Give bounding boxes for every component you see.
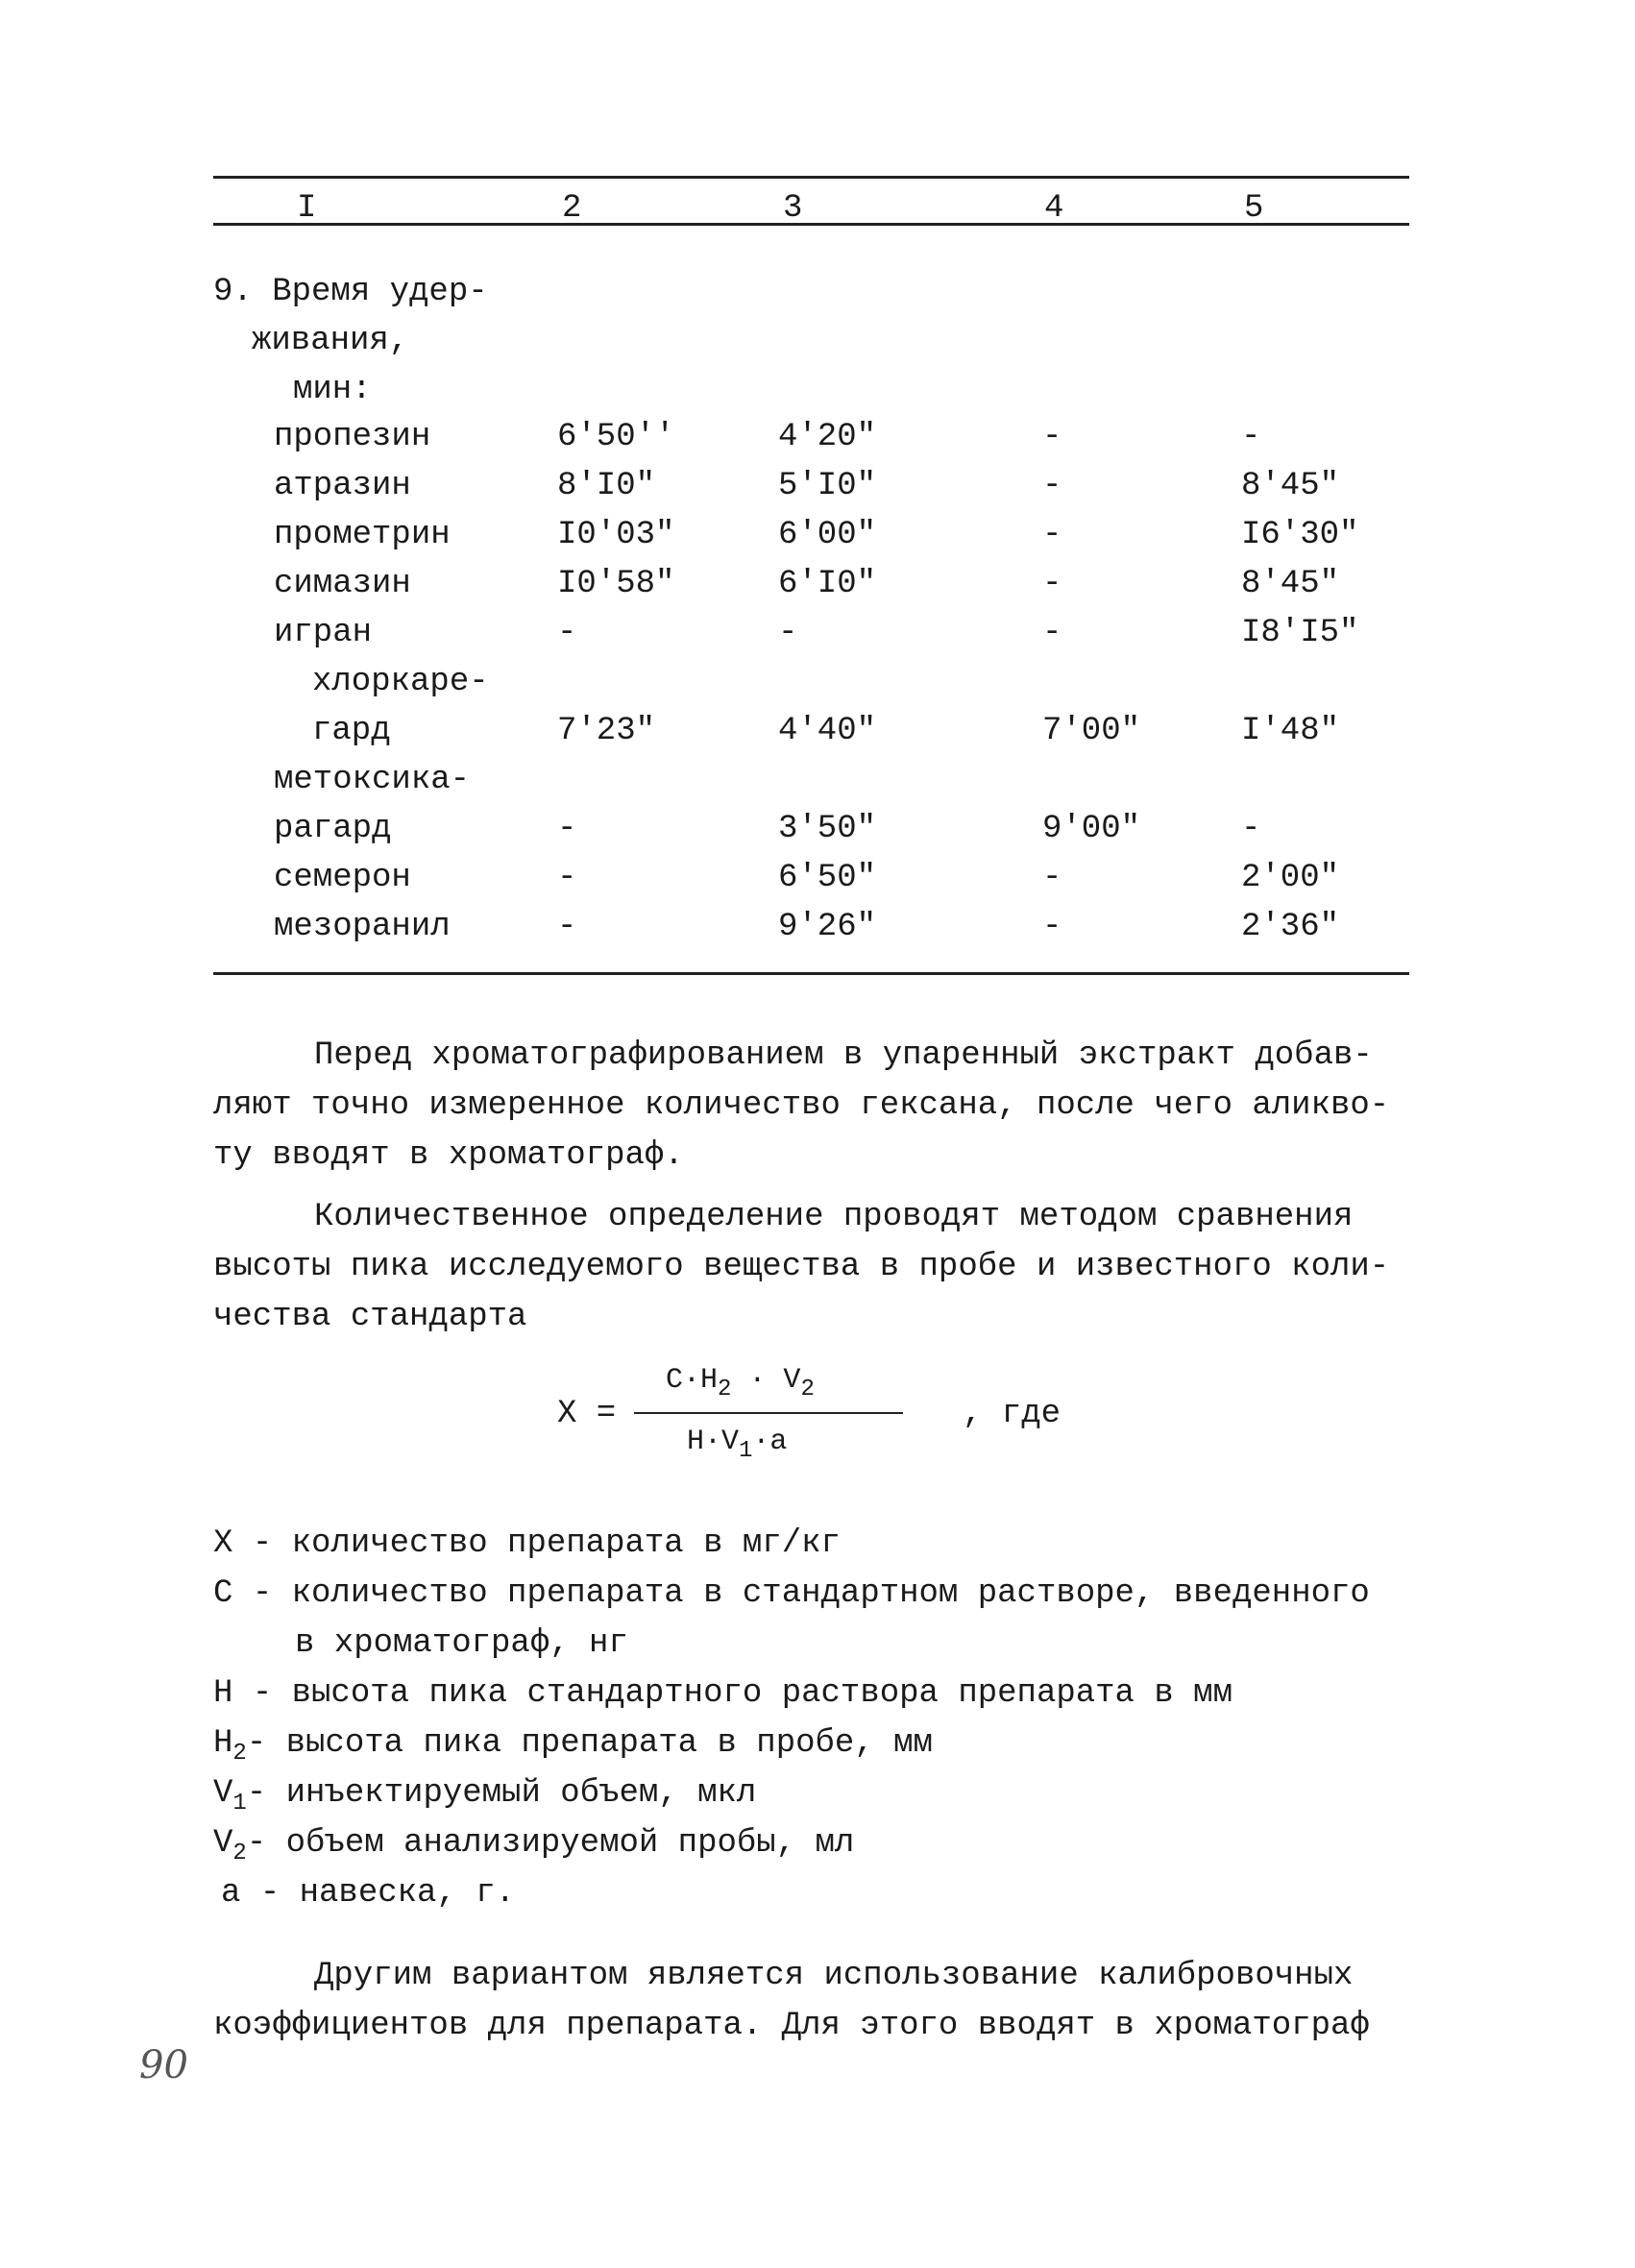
- table-cell: 9'00": [1042, 811, 1141, 847]
- table-cell: 8'45": [1241, 468, 1340, 504]
- table-row: [0, 715, 1635, 763]
- paragraph-line: ту вводят в хроматограф.: [213, 1137, 684, 1174]
- table-row: [0, 519, 1635, 567]
- row-label: симазин: [274, 566, 411, 602]
- column-header: 5: [1244, 190, 1264, 227]
- definition-item: $H_2-$ высота пика препарата в пробе, мм: [213, 1725, 933, 1767]
- table-cell: 6'50'': [557, 419, 675, 455]
- definition-item: C - количество препарата в стандартном растворе, введенного: [213, 1575, 1370, 1612]
- table-cell: I6'30": [1241, 517, 1359, 553]
- definition-item: X - количество препарата в мг/кг: [213, 1525, 841, 1562]
- row-label: гард: [312, 713, 391, 749]
- table-cell: 7'23": [557, 713, 656, 749]
- table-cell: I0'58": [557, 566, 675, 602]
- table-cell: 6'I0": [778, 566, 877, 602]
- paragraph-line: Количественное определение проводят методом сравнения: [314, 1199, 1354, 1235]
- fraction-bar: [634, 1412, 903, 1414]
- table-row: [0, 813, 1635, 861]
- definition-item: $V_2-$ объем анализируемой пробы, мл: [213, 1825, 855, 1866]
- table-row: [0, 421, 1635, 469]
- table-cell: 8'45": [1241, 566, 1340, 602]
- section-title-line: 9. Время удер-: [213, 274, 488, 310]
- table-cell: 9'26": [778, 909, 877, 945]
- table-bottom-rule: [213, 972, 1409, 975]
- row-label: семерон: [274, 860, 411, 896]
- paragraph-line: высоты пика исследуемого вещества в пробе и известного коли-: [213, 1249, 1390, 1285]
- table-cell: 8'I0": [557, 468, 656, 504]
- table-cell: -: [1042, 566, 1062, 602]
- row-label: хлоркаре-: [312, 664, 489, 700]
- table-header-row: [0, 192, 1635, 240]
- definition-item: a - навеска, г.: [221, 1875, 516, 1912]
- table-row: [0, 470, 1635, 518]
- table-cell: 5'I0": [778, 468, 877, 504]
- table-cell: -: [557, 909, 577, 945]
- table-row: [0, 617, 1635, 665]
- table-cell: -: [1042, 468, 1062, 504]
- column-header: 4: [1044, 190, 1064, 227]
- table-cell: 6'00": [778, 517, 877, 553]
- table-cell: I'48": [1241, 713, 1340, 749]
- table-cell: 2'00": [1241, 860, 1340, 896]
- page-number: 90: [139, 2043, 188, 2087]
- row-label: атразин: [274, 468, 411, 504]
- table-cell: 3'50": [778, 811, 877, 847]
- paragraph-line: чества стандарта: [213, 1299, 527, 1335]
- formula-denominator: $H\cdot V_1\cdot a$: [687, 1426, 788, 1464]
- section-title-line: мин:: [293, 372, 372, 408]
- paragraph-line: ляют точно измеренное количество гексана, после чего аликво-: [213, 1087, 1390, 1124]
- table-cell: -: [557, 811, 577, 847]
- definition-item: $V_1-$ инъектируемый объем, мкл: [213, 1775, 757, 1817]
- table-cell: -: [1241, 811, 1261, 847]
- table-cell: -: [557, 615, 577, 651]
- row-label: метоксика-: [274, 762, 471, 798]
- table-row: [0, 862, 1635, 910]
- formula-numerator: $C\cdot H_2 \cdot V_2$: [666, 1364, 815, 1402]
- column-header: 3: [783, 190, 803, 227]
- column-header: 2: [562, 190, 582, 227]
- table-cell: -: [1042, 419, 1062, 455]
- table-cell: -: [778, 615, 798, 651]
- column-header: I: [297, 190, 317, 227]
- table-cell: -: [1042, 860, 1062, 896]
- row-label: игран: [274, 615, 373, 651]
- row-label: прометрин: [274, 517, 451, 553]
- table-cell: -: [1042, 615, 1062, 651]
- table-cell: -: [1042, 909, 1062, 945]
- table-cell: 6'50": [778, 860, 877, 896]
- paragraph-line: Перед хроматографированием в упаренный экстракт добав-: [314, 1037, 1373, 1074]
- table-cell: -: [1241, 419, 1261, 455]
- table-cell: -: [1042, 517, 1062, 553]
- definition-item: H - высота пика стандартного раствора препарата в мм: [213, 1675, 1232, 1712]
- row-label: пропезин: [274, 419, 431, 455]
- table-cell: 4'40": [778, 713, 877, 749]
- table-cell: 7'00": [1042, 713, 1141, 749]
- paragraph-line: Другим вариантом является использование калибровочных: [314, 1958, 1354, 1994]
- section-title-line: живания,: [252, 323, 409, 359]
- formula-suffix: , где: [963, 1396, 1062, 1432]
- row-label: рагард: [274, 811, 392, 847]
- table-cell: I8'I5": [1241, 615, 1359, 651]
- row-label: мезоранил: [274, 909, 451, 945]
- formula-lhs: X =: [557, 1396, 617, 1432]
- table-cell: I0'03": [557, 517, 675, 553]
- table-row: [0, 568, 1635, 616]
- table-cell: -: [557, 860, 577, 896]
- table-row: [0, 911, 1635, 959]
- table-cell: 2'36": [1241, 909, 1340, 945]
- table-cell: 4'20": [778, 419, 877, 455]
- paragraph-line: коэффициентов для препарата. Для этого вводят в хроматограф: [213, 2008, 1370, 2044]
- definition-continuation: в хроматограф, нг: [295, 1625, 628, 1662]
- table-top-rule: [213, 176, 1409, 179]
